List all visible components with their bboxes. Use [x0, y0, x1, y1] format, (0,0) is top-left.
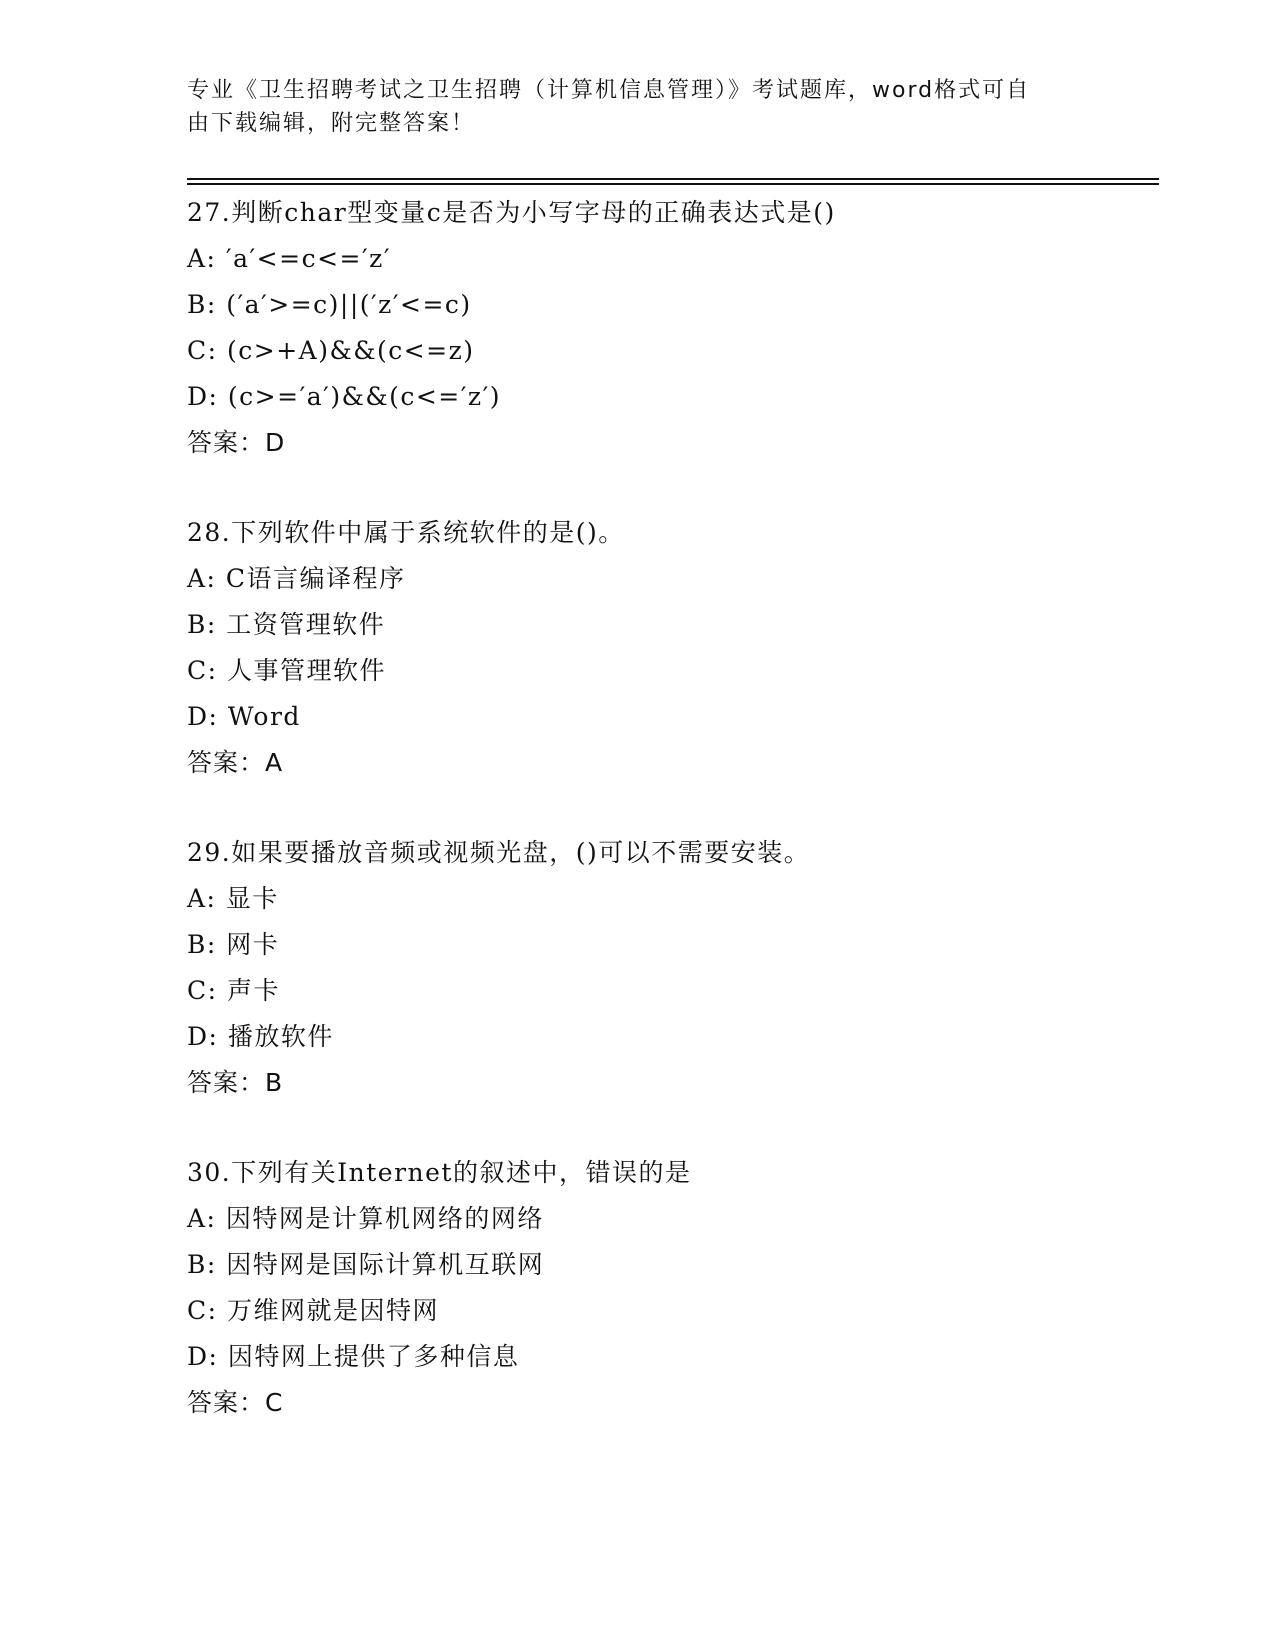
- option-d: D: 播放软件: [187, 1022, 334, 1051]
- answer-label: 答案：D: [187, 428, 286, 457]
- option-b: B: 工资管理软件: [187, 610, 386, 639]
- question-28: [187, 510, 1187, 786]
- answer-label: 答案：A: [187, 748, 284, 777]
- option-a: A: ′a′<=c<=′z′: [187, 244, 391, 273]
- option-a: A: C语言编译程序: [187, 564, 406, 593]
- option-b: B: 网卡: [187, 930, 280, 959]
- option-d: D: 因特网上提供了多种信息: [187, 1342, 520, 1371]
- option-d: D: Word: [187, 702, 301, 731]
- question-stem: 30.下列有关Internet的叙述中，错误的是: [187, 1158, 692, 1187]
- option-c: C: (c>+A)&&(c<=z): [187, 336, 475, 365]
- option-c: C: 声卡: [187, 976, 280, 1005]
- question-stem: 28.下列软件中属于系统软件的是()。: [187, 518, 625, 547]
- question-list: [187, 190, 1187, 1470]
- question-27: [187, 190, 1187, 466]
- option-c: C: 人事管理软件: [187, 656, 386, 685]
- question-29: [187, 830, 1187, 1106]
- option-b: B: 因特网是国际计算机互联网: [187, 1250, 545, 1279]
- header-divider-bottom: [187, 183, 1159, 185]
- question-stem: 27.判断char型变量c是否为小写字母的正确表达式是(): [187, 198, 836, 227]
- header-line-1: 专业《卫生招聘考试之卫生招聘（计算机信息管理）》考试题库，word格式可自: [187, 78, 1031, 103]
- question-30: [187, 1150, 1187, 1426]
- option-c: C: 万维网就是因特网: [187, 1296, 439, 1325]
- question-stem: 29.如果要播放音频或视频光盘，()可以不需要安装。: [187, 838, 811, 867]
- answer-label: 答案：B: [187, 1068, 284, 1097]
- option-b: B: (′a′>=c)||(′z′<=c): [187, 290, 472, 319]
- header-divider-top: [187, 178, 1159, 180]
- option-d: D: (c>=′a′)&&(c<=′z′): [187, 382, 502, 411]
- header-line-2: 由下载编辑，附完整答案！: [187, 111, 476, 136]
- option-a: A: 因特网是计算机网络的网络: [187, 1204, 544, 1233]
- document-header: [187, 74, 1067, 140]
- answer-label: 答案：C: [187, 1388, 284, 1417]
- option-a: A: 显卡: [187, 884, 279, 913]
